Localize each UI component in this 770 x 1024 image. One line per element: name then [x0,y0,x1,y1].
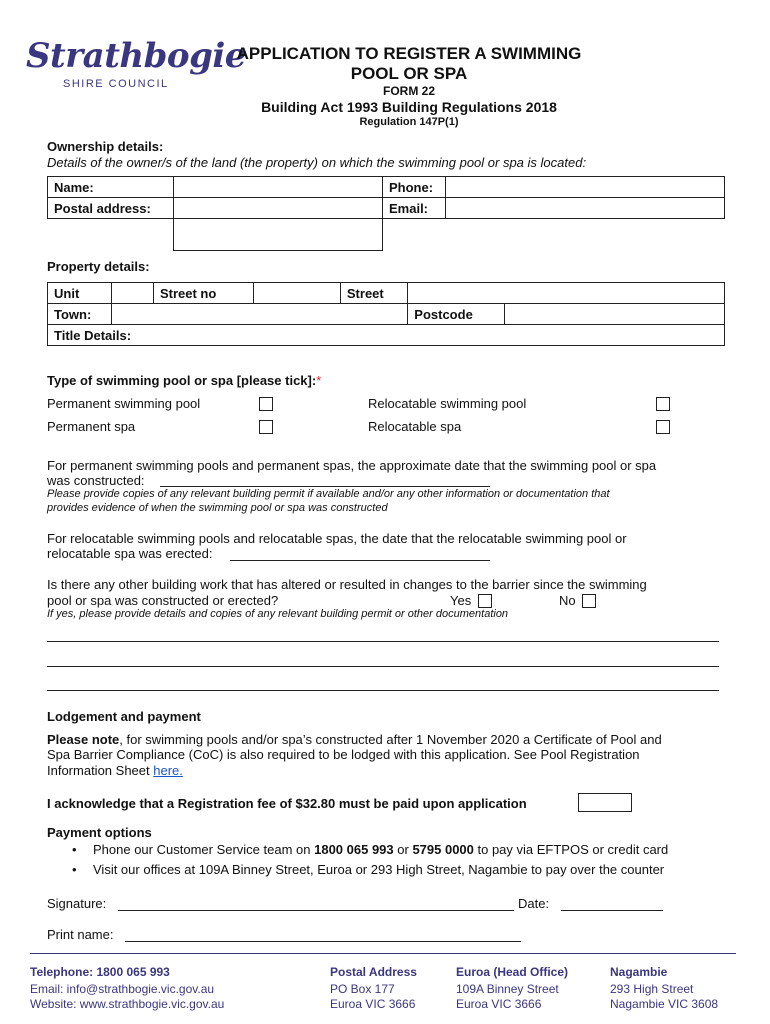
please-note-label: Please note [47,732,120,747]
lodgement-heading: Lodgement and payment [47,709,201,724]
ownership-heading: Ownership details: [47,139,164,154]
town-label: Town: [48,304,112,325]
print-name-field[interactable] [125,927,521,942]
email-field[interactable] [446,198,725,219]
ownership-description: Details of the owner/s of the land (the property) on which the swimming pool or spa is located: [47,155,587,170]
permanent-pool-checkbox[interactable] [259,397,273,411]
permanent-note-line1: Please provide copies of any relevant building permit if available and/or any other information or documentation that [47,488,610,500]
bullet-2: • [72,862,77,877]
form-title-line2: POOL OR SPA [350,64,468,83]
bullet-1: • [72,842,77,857]
property-heading: Property details: [47,259,150,274]
form-title-line1: APPLICATION TO REGISTER A SWIMMING [236,44,582,63]
footer-nagambie-line1: 293 High Street [610,982,694,996]
postcode-label: Postcode [408,304,505,325]
print-name-label: Print name: [47,927,114,942]
fee-acknowledgement: I acknowledge that a Registration fee of $32.80 must be paid upon application [47,796,527,811]
relocatable-date-question: For relocatable swimming pools and relocatable spas, the date that the relocatable swimming pool or [47,531,627,546]
footer-postal-heading: Postal Address [330,965,417,979]
title-details-field[interactable] [48,325,725,346]
unit-label: Unit [48,283,112,304]
regulation-reference: Regulation 147P(1) [359,116,459,128]
relocatable-date-label: relocatable spa was erected: [47,546,213,561]
relocatable-date-field[interactable] [230,546,490,561]
street-label: Street [340,283,407,304]
details-line-3[interactable] [47,676,719,691]
footer-postal-line2: Euroa VIC 3666 [330,997,416,1011]
permanent-spa-label: Permanent spa [47,419,136,434]
lodgement-note-line3: Information Sheet here. [47,763,183,778]
property-table [47,282,725,346]
no-label: No [559,593,576,608]
postal-address-field-extension[interactable] [173,218,383,251]
postal-address-label: Postal address: [48,198,174,219]
phone-field[interactable] [446,177,725,198]
details-line-2[interactable] [47,652,719,667]
footer-nagambie-line2: Nagambie VIC 3608 [610,997,719,1011]
payment-counter-option: Visit our offices at 109A Binney Street, Euroa or 293 High Street, Nagambie to pay over the counter [93,862,665,877]
name-field[interactable] [174,177,383,198]
phone-label: Phone: [383,177,446,198]
act-reference: Building Act 1993 Building Regulations 2018 [261,99,557,115]
postcode-field[interactable] [504,304,724,325]
other-work-question-line2: pool or spa was constructed or erected? [47,593,279,608]
footer-telephone: Telephone: 1800 065 993 [30,965,170,979]
footer-euroa-line1: 109A Binney Street [456,982,559,996]
permanent-pool-label: Permanent swimming pool [47,396,201,411]
street-field[interactable] [408,283,725,304]
type-heading: Type of swimming pool or spa [please tick]:* [47,373,322,388]
street-no-label: Street no [153,283,253,304]
no-checkbox[interactable] [582,594,596,608]
info-sheet-link[interactable]: here. [153,763,183,778]
signature-field[interactable] [118,896,514,911]
lodgement-note-line2: Spa Barrier Compliance (CoC) is also required to be lodged with this application. See Pool Registration [47,747,640,762]
fee-acknowledgement-field[interactable] [578,793,632,812]
permanent-date-question: For permanent swimming pools and permanent spas, the approximate date that the swimming pool or spa [47,458,657,473]
relocatable-spa-checkbox[interactable] [656,420,670,434]
payment-phone-option: Phone our Customer Service team on 1800 065 993 or 5795 0000 to pay via EFTPOS or credit card [93,842,669,857]
lodgement-note-line1: Please note, for swimming pools and/or spa’s constructed after 1 November 2020 a Certificate of Pool and [47,732,662,747]
footer-euroa-heading: Euroa (Head Office) [456,965,569,979]
street-no-field[interactable] [254,283,340,304]
permanent-note-line2: provides evidence of when the swimming pool or spa was constructed [47,502,388,514]
footer-postal-line1: PO Box 177 [330,982,395,996]
form-number: FORM 22 [382,84,435,98]
email-label: Email: [383,198,446,219]
yes-label: Yes [450,593,472,608]
permanent-date-field[interactable] [160,472,490,487]
permanent-spa-checkbox[interactable] [259,420,273,434]
postal-address-field[interactable] [174,198,383,219]
council-logo-subtitle: SHIRE COUNCIL [63,78,169,90]
town-field[interactable] [111,304,407,325]
footer-divider [30,953,736,954]
name-label: Name: [48,177,174,198]
other-work-question: Is there any other building work that has altered or resulted in changes to the barrier since the swimming [47,577,647,592]
permanent-date-label: was constructed: [47,473,145,488]
required-asterisk: * [316,373,322,388]
date-label: Date: [518,896,550,911]
footer-email: Email: info@strathbogie.vic.gov.au [30,982,215,996]
payment-heading: Payment options [47,825,152,840]
details-line-1[interactable] [47,627,719,642]
yes-checkbox[interactable] [478,594,492,608]
unit-field[interactable] [111,283,153,304]
relocatable-spa-label: Relocatable spa [368,419,462,434]
council-logo: Strathbogie [26,36,246,76]
signature-label: Signature: [47,896,107,911]
relocatable-pool-label: Relocatable swimming pool [368,396,527,411]
other-work-note: If yes, please provide details and copies of any relevant building permit or other documentation [47,608,509,620]
relocatable-pool-checkbox[interactable] [656,397,670,411]
title-details-label: Title Details: [54,327,132,343]
date-field[interactable] [561,896,663,911]
ownership-table [47,176,725,219]
footer-website: Website: www.strathbogie.vic.gov.au [30,997,225,1011]
footer-nagambie-heading: Nagambie [610,965,668,979]
footer-euroa-line2: Euroa VIC 3666 [456,997,542,1011]
